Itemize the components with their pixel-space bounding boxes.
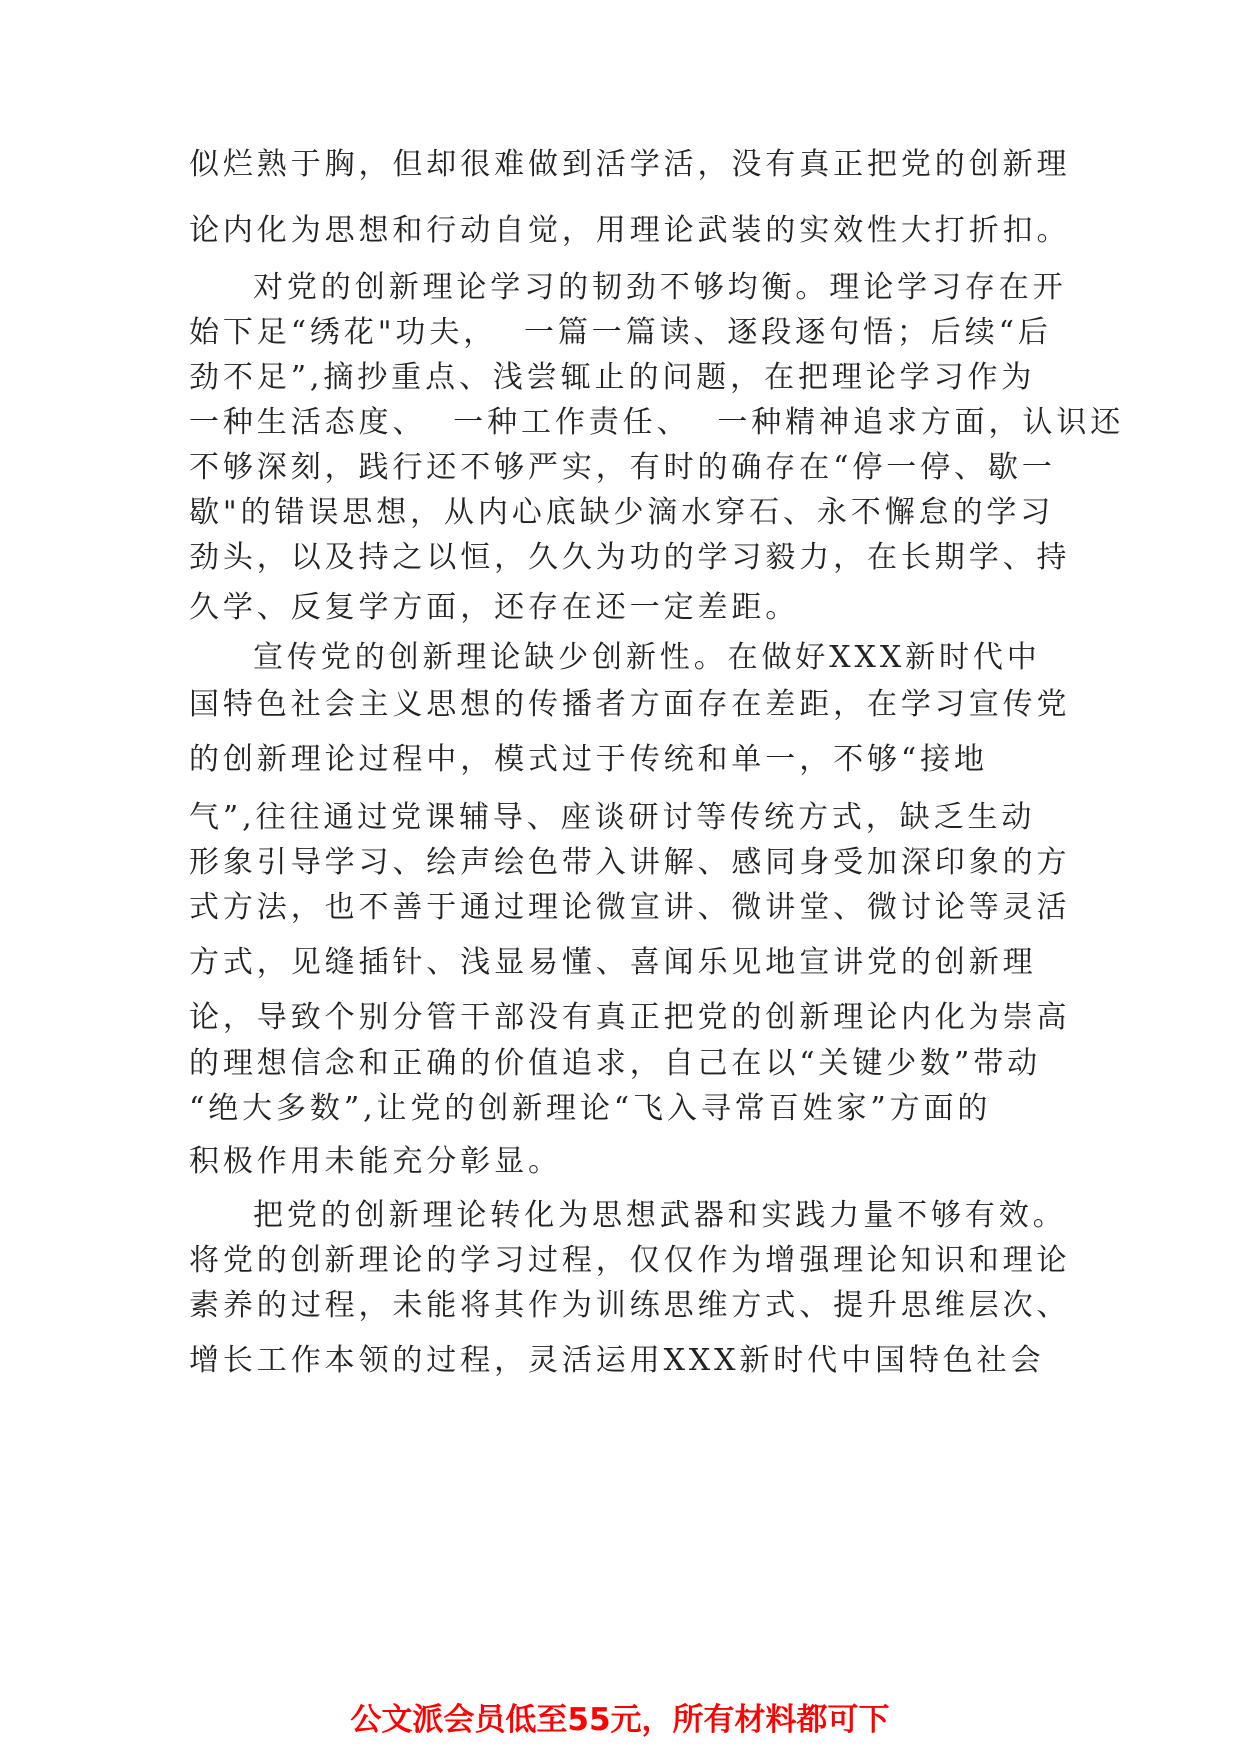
- paragraph-line-1: 似烂熟于胸，但却很难做到活学活，没有真正把党的创新理: [189, 147, 1071, 182]
- paragraph-line-3: 对党的创新理论学习的韧劲不够均衡。理论学习存在开: [253, 270, 1067, 305]
- paragraph-line-14: 气”,往往通过党课辅导、座谈研讨等传统方式，缺乏生动: [189, 800, 1036, 835]
- paragraph-line-20: “绝大多数”,让党的创新理论“飞入寻常百姓家”方面的: [189, 1091, 992, 1126]
- paragraph-line-5: 劲不足”,摘抄重点、浅尝辄止的问题，在把理论学习作为: [189, 360, 1036, 395]
- paragraph-line-21: 积极作用未能充分彰显。: [189, 1144, 562, 1179]
- promo-banner: 公文派会员低至55元，所有材料都可下: [350, 1702, 890, 1738]
- paragraph-line-15: 形象引导学习、绘声绘色带入讲解、感同身受加深印象的方: [189, 845, 1071, 880]
- paragraph-line-7: 不够深刻，践行还不够严实，有时的确存在“停一停、歇一: [189, 450, 1056, 485]
- paragraph-line-10: 久学、反复学方面，还存在还一定差距。: [189, 590, 800, 625]
- paragraph-line-23: 将党的创新理论的学习过程，仅仅作为增强理论知识和理论: [189, 1243, 1071, 1278]
- paragraph-line-8: 歇"的错误思想，从内心底缺少滴水穿石、永不懈怠的学习: [189, 495, 1055, 530]
- paragraph-line-2: 论内化为思想和行动自觉，用理论武装的实效性大打折扣。: [189, 213, 1071, 248]
- paragraph-line-6: 一种生活态度、 一种工作责任、 一种精神追求方面，认识还: [189, 405, 1125, 440]
- paragraph-line-13: 的创新理论过程中，模式过于传统和单一，不够“接地: [189, 742, 988, 777]
- paragraph-line-19: 的理想信念和正确的价值追求，自己在以“关键少数”带动: [189, 1046, 1042, 1081]
- paragraph-line-16: 式方法，也不善于通过理论微宣讲、微讲堂、微讨论等灵活: [189, 890, 1071, 925]
- paragraph-line-22: 把党的创新理论转化为思想武器和实践力量不够有效。: [253, 1198, 1067, 1233]
- paragraph-line-4: 始下足“绣花"功夫， 一篇一篇读、逐段逐句悟；后续“后: [189, 315, 1052, 350]
- paragraph-line-11: 宣传党的创新理论缺少创新性。在做好XXX新时代中: [253, 640, 1041, 675]
- paragraph-line-24: 素养的过程，未能将其作为训练思维方式、提升思维层次、: [189, 1288, 1071, 1323]
- paragraph-line-9: 劲头，以及持之以恒，久久为功的学习毅力，在长期学、持: [189, 540, 1071, 575]
- paragraph-line-12: 国特色社会主义思想的传播者方面存在差距，在学习宣传党: [189, 687, 1071, 722]
- paragraph-line-17: 方式，见缝插针、浅显易懂、喜闻乐见地宣讲党的创新理: [189, 945, 1037, 980]
- paragraph-line-18: 论，导致个别分管干部没有真正把党的创新理论内化为崇高: [189, 1000, 1071, 1035]
- paragraph-line-25: 增长工作本领的过程，灵活运用XXX新时代中国特色社会: [189, 1343, 1045, 1378]
